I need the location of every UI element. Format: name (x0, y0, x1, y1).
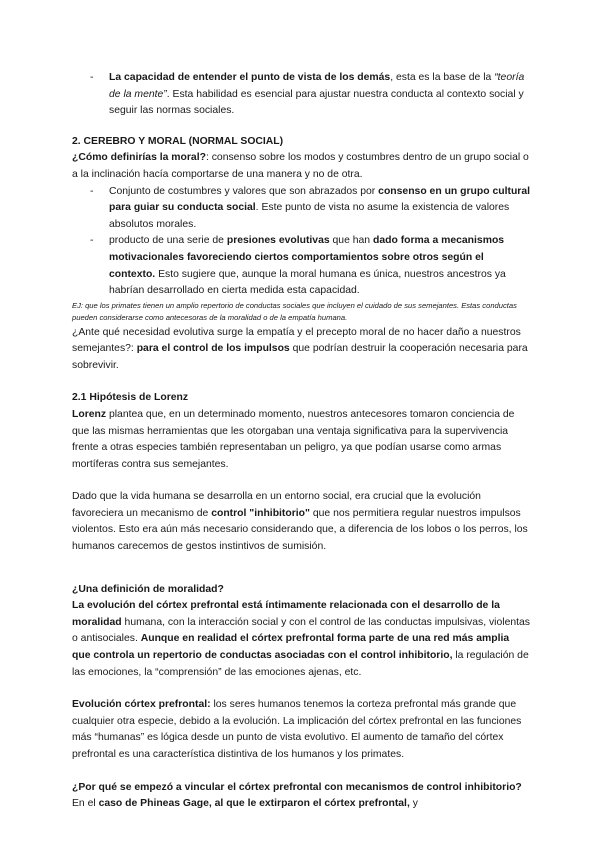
section-2-heading: 2. CEREBRO Y MORAL (NORMAL SOCIAL) (72, 135, 284, 147)
primates-example: EJ: que los primates tienen un amplio repertorio de conductas sociales que incluyen el cuidado de sus semejantes. Estas conductas pueden considerarse como antecesoras de la moralidad o de la empatía humana. (72, 300, 517, 323)
empathy-question: ¿Ante qué necesidad evolutiva surge la empatía y el precepto moral de no hacer daño a nuestros semejantes?: para el control de los impulsos que podrían destruir la cooperación necesaria para sobrevivir. (72, 326, 528, 371)
morality-paragraph: La evolución del córtex prefrontal está íntimamente relacionada con el desarrollo de la moralidad humana, con la interacción social y con el control de las conductas impulsivas, violentas o antisociales. Aunque en realidad el córtex prefrontal forma parte de una red más amplia que controla un repertorio de conductas asociadas con el control inhibitorio, la regulación de las emociones, la “comprensión” de las emociones ajenas, etc. (72, 600, 530, 678)
bullet-evolutionary-pressures: - producto de una serie de presiones evolutivas que han dado forma a mecanismos motivacionales favoreciendo ciertos comportamientos sobre otros según el contexto. Esto sugiere que, aunque la moral humana es única, nuestros ancestros ya habrían desarrollado en cierta medida esta capacidad. (90, 235, 506, 297)
prefrontal-evolution-paragraph: Evolución córtex prefrontal: los seres humanos tenemos la corteza prefrontal más grande que cualquier otra especie, debido a la evolución. La implicación del córtex prefrontal en las funciones más “humanas” es lógica desde un punto de vista evolutivo. El aumento de tamaño del córtex prefrontal es una característica distintiva de los humanos y los primates. (72, 699, 522, 760)
bullet-consensus: - Conjunto de costumbres y valores que son abrazados por consenso en un grupo cultural para guiar su conducta social. Este punto de vista no asume la existencia de valores absolutos morales. (90, 185, 531, 230)
morality-heading: ¿Una definición de moralidad? (72, 583, 224, 595)
bullet-dash: - (90, 185, 94, 197)
phineas-gage-paragraph: ¿Por qué se empezó a vincular el córtex prefrontal con mecanismos de control inhibitorio? En el caso de Phineas Gage, al que le extirparon el córtex prefrontal, y (72, 781, 522, 810)
document-page (72, 70, 530, 813)
section-2-1-heading: 2.1 Hipótesis de Lorenz (72, 392, 189, 404)
bullet-dash: - (90, 72, 94, 83)
moral-definition-question: ¿Cómo definirías la moral?: consenso sobre los modos y costumbres dentro de un grupo social o a la inclinación hacía comportarse de una manera y no de otra. (72, 152, 529, 180)
bullet-theory-of-mind: - La capacidad de entender el punto de vista de los demás, esta es la base de la “teoría de la mente”. Esta habilidad es esencial para ajustar nuestra conducta al contexto social y seguir las normas sociales. (90, 72, 525, 117)
lorenz-paragraph: Lorenz plantea que, en un determinado momento, nuestros antecesores tomaron conciencia de que las mismas herramientas que les otorgaban una ventaja significativa para la supervivencia frente a otras especies también representaban un peligro, ya que podían usarse como armas mortíferas contra sus semejantes. (72, 408, 515, 470)
inhibitory-control-paragraph: Dado que la vida humana se desarrolla en un entorno social, era crucial que la evolución favoreciera un mecanismo de control "inhibitorio" que nos permitiera regular nuestros impulsos violentos. Esto era aún más necesario considerando que, a diferencia de los lobos o los perros, los humanos carecemos de gestos instintivos de sumisión. (72, 491, 528, 553)
bullet-dash: - (90, 235, 94, 247)
